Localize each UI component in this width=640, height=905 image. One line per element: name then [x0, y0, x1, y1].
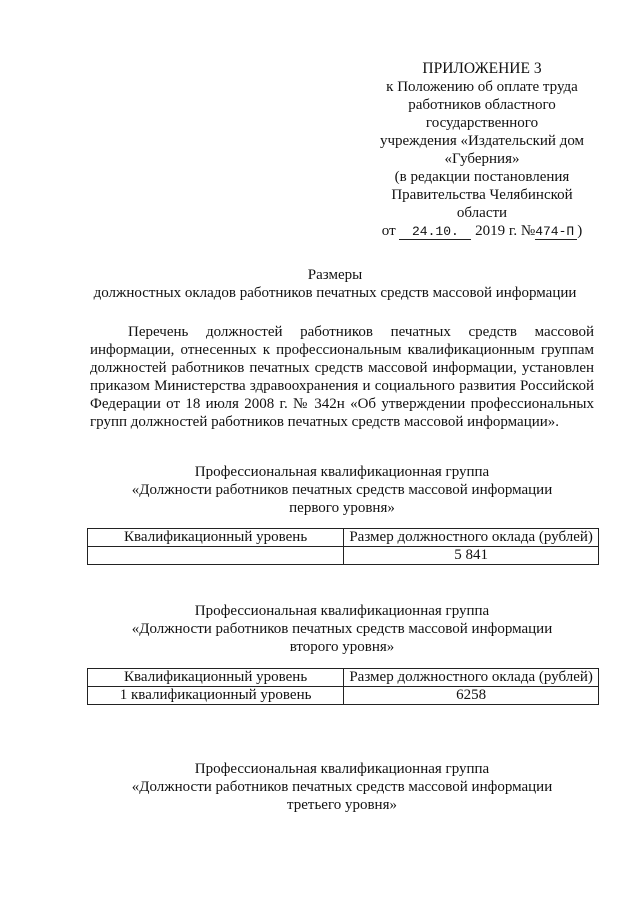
appendix-line: Правительства Челябинской: [391, 187, 573, 203]
cell-salary: 6258: [344, 687, 599, 705]
group-heading-line: второго уровня»: [289, 639, 395, 655]
table-row: [88, 547, 599, 565]
date-suffix: 2019 г. №: [475, 223, 536, 239]
appendix-header: [366, 60, 598, 240]
col-header-level: Квалификационный уровень: [88, 669, 344, 687]
appendix-line: «Губерния»: [444, 151, 520, 167]
title-line-2: должностных окладов работников печатных средств массовой информации: [93, 285, 577, 301]
handwritten-number: 474-П: [535, 225, 577, 240]
group-heading-line: Профессиональная квалификационная группа: [194, 761, 490, 777]
group-heading-line: «Должности работников печатных средств массовой информации: [131, 621, 553, 637]
appendix-line: к Положению об оплате труда: [386, 79, 578, 95]
col-header-salary: Размер должностного оклада (рублей): [344, 529, 599, 547]
col-header-level: Квалификационный уровень: [88, 529, 344, 547]
cell-level: 1 квалификационный уровень: [88, 687, 344, 705]
group-heading-line: Профессиональная квалификационная группа: [194, 464, 490, 480]
handwritten-date: 24.10.: [399, 225, 471, 240]
title-line-1: Размеры: [307, 267, 363, 283]
cell-level: [88, 547, 344, 565]
table-row: [88, 687, 599, 705]
appendix-heading: ПРИЛОЖЕНИЕ 3: [422, 60, 542, 77]
intro-paragraph: Перечень должностей работников печатных средств массовой информации, отнесенных к профессиональным квалификационным группам должностей работников печатных средств массовой информации, установлен приказом Министерства здравоохранения и социального развития Российской Федерации от 18 июля 2008 г. № 342н «Об утверждении профессиональных групп должностей работников печатных средств массовой информации».: [90, 324, 594, 430]
appendix-line: учреждения «Издательский дом: [379, 133, 585, 149]
group-heading-line: третьего уровня»: [287, 797, 397, 813]
table-header-row: [88, 669, 599, 687]
group-heading-line: Профессиональная квалификационная группа: [194, 603, 490, 619]
date-prefix: от: [381, 223, 396, 239]
salary-table-1: [87, 528, 599, 565]
group-heading-3: [90, 760, 594, 814]
appendix-line: государственного: [425, 115, 539, 131]
col-header-salary: Размер должностного оклада (рублей): [344, 669, 599, 687]
group-heading-1: [90, 463, 594, 517]
group-heading-2: [90, 602, 594, 656]
document-title: [60, 266, 610, 302]
appendix-line: области: [456, 205, 508, 221]
group-heading-line: «Должности работников печатных средств массовой информации: [131, 779, 553, 795]
group-heading-line: «Должности работников печатных средств массовой информации: [131, 482, 553, 498]
appendix-date-line: [366, 222, 598, 240]
appendix-line: (в редакции постановления: [394, 169, 570, 185]
salary-table-2: [87, 668, 599, 705]
cell-salary: 5 841: [344, 547, 599, 565]
appendix-line: работников областного: [408, 97, 556, 113]
table-header-row: [88, 529, 599, 547]
close-paren: ): [577, 223, 583, 239]
group-heading-line: первого уровня»: [289, 500, 395, 516]
